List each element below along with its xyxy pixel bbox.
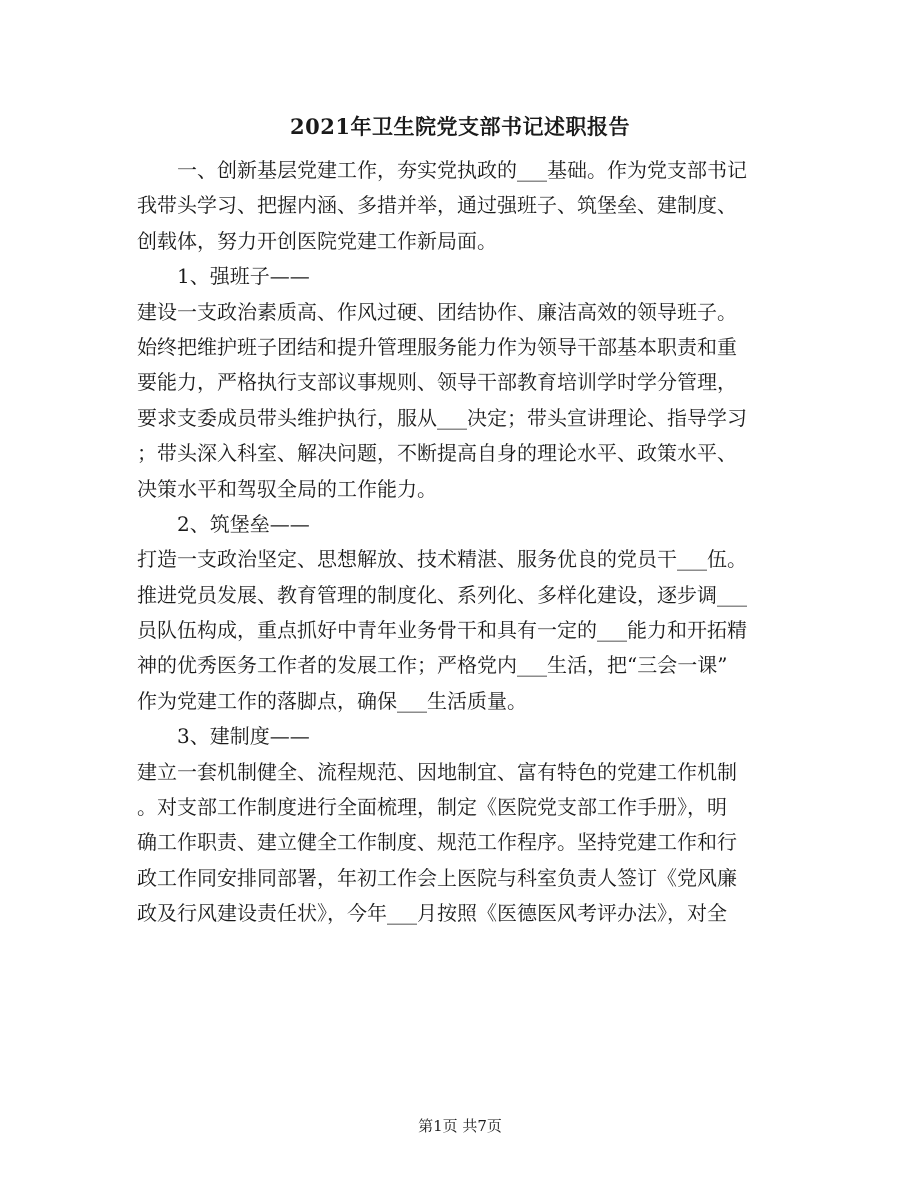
body-line: 要能力，严格执行支部议事规则、领导干部教育培训学时学分管理， [137,370,737,395]
body-line: 建立一套机制健全、流程规范、因地制宜、富有特色的党建工作机制 [137,759,737,784]
document-title: 2021年卫生院党支部书记述职报告 [290,114,630,139]
page-footer: 第1页 共7页 [418,1117,502,1135]
body-line: 1、强班子—— [177,264,310,289]
body-line: ；带头深入科室、解决问题，不断提高自身的理论水平、政策水平、 [137,441,737,466]
body-line: 政工作同安排同部署，年初工作会上医院与科室负责人签订《党风廉 [137,865,737,890]
body-line: 。对支部工作制度进行全面梳理，制定《医院党支部工作手册》，明 [137,795,727,820]
body-line: 员队伍构成，重点抓好中青年业务骨干和具有一定的___能力和开拓精 [137,618,747,643]
body-line: 我带头学习、把握内涵、多措并举，通过强班子、筑堡垒、建制度、 [137,193,737,218]
body-line: 神的优秀医务工作者的发展工作；严格党内___生活，把“三会一课” [137,653,728,678]
body-line: 3、建制度—— [177,724,310,749]
body-line: 打造一支政治坚定、思想解放、技术精湛、服务优良的党员干___伍。 [137,547,747,572]
body-line: 建设一支政治素质高、作风过硬、团结协作、廉洁高效的领导班子。 [137,299,737,324]
body-line: 确工作职责、建立健全工作制度、规范工作程序。坚持党建工作和行 [137,830,737,855]
body-line: 一、创新基层党建工作，夯实党执政的___基础。作为党支部书记 [177,158,747,182]
body-line: 政及行风建设责任状》，今年___月按照《医德医风考评办法》，对全 [137,901,727,926]
body-line: 创载体，努力开创医院党建工作新局面。 [137,228,497,253]
document-body [137,153,789,932]
body-line: 2、筑堡垒—— [177,511,310,536]
body-line: 推进党员发展、教育管理的制度化、系列化、多样化建设，逐步调___ [137,582,747,607]
body-line: 决策水平和驾驭全局的工作能力。 [137,476,437,501]
body-line: 要求支委成员带头维护执行，服从___决定；带头宣讲理论、指导学习 [137,405,747,430]
body-line: 作为党建工作的落脚点，确保___生活质量。 [137,688,527,713]
body-line: 始终把维护班子团结和提升管理服务能力作为领导干部基本职责和重 [137,334,737,359]
